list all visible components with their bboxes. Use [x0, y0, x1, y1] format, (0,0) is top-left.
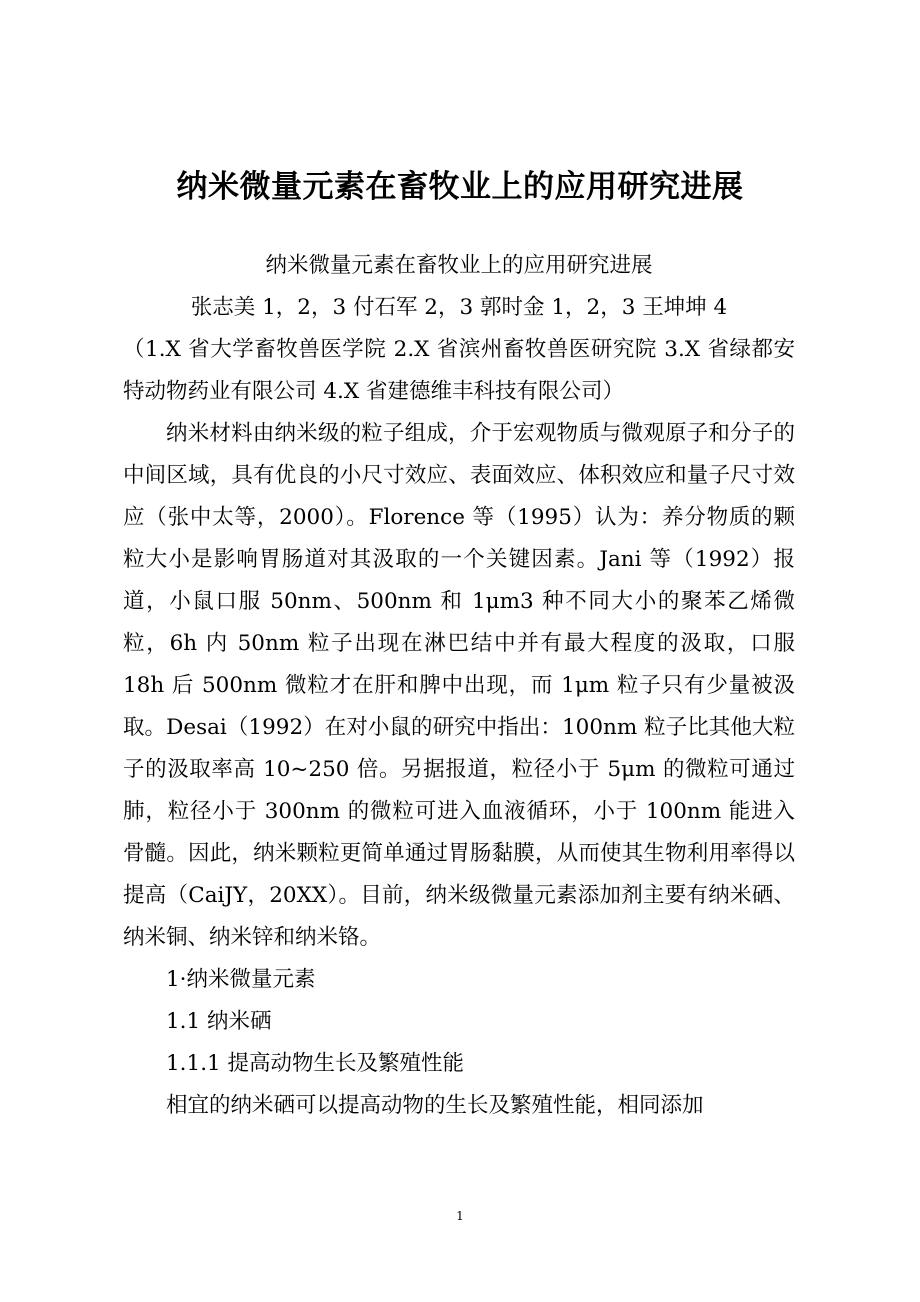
document-body: [123, 245, 795, 1127]
affiliations: （1.X 省大学畜牧兽医学院 2.X 省滨州畜牧兽医研究院 3.X 省绿都安特动物药业有限公司 4.X 省建德维丰科技有限公司）: [123, 337, 795, 404]
document-title: 纳米微量元素在畜牧业上的应用研究进展: [176, 169, 744, 205]
page-number: 1: [456, 1209, 464, 1223]
body-paragraph: 相宜的纳米硒可以提高动物的生长及繁殖性能，相同添加: [166, 1093, 704, 1118]
section-heading-1-1-1: 1.1.1 提高动物生长及繁殖性能: [166, 1051, 465, 1076]
intro-paragraph: 纳米材料由纳米级的粒子组成，介于宏观物质与微观原子和分子的中间区域，具有优良的小尺寸效应、表面效应、体积效应和量子尺寸效应（张中太等，2000）。Florence 等（1995）认为：养分物质的颗粒大小是影响胃肠道对其汲取的一个关键因素。Jani 等（1992）报道，小鼠口服 50nm、500nm 和 1μm3 种不同大小的聚苯乙烯微粒，6h 内 50nm 粒子出现在淋巴结中并有最大程度的汲取，口服 18h 后 500nm 微粒才在肝和脾中出现，而 1μm 粒子只有少量被汲取。Desai（1992）在对小鼠的研究中指出：100nm 粒子比其他大粒子的汲取率高 10~250 倍。另据报道，粒径小于 5μm 的微粒可通过肺，粒径小于 300nm 的微粒可进入血液循环，小于 100nm 能进入骨髓。因此，纳米颗粒更简单通过胃肠黏膜，从而使其生物利用率得以提高（CaiJY，20XX）。目前，纳米级微量元素添加剂主要有纳米硒、纳米铜、纳米锌和纳米铬。: [123, 421, 795, 950]
section-heading-1: 1·纳米微量元素: [166, 967, 316, 992]
section-heading-1-1: 1.1 纳米硒: [166, 1009, 272, 1034]
author-list: 张志美 1，2，3 付石军 2，3 郭时金 1，2，3 王坤坤 4: [190, 295, 728, 320]
subtitle: 纳米微量元素在畜牧业上的应用研究进展: [265, 253, 653, 278]
